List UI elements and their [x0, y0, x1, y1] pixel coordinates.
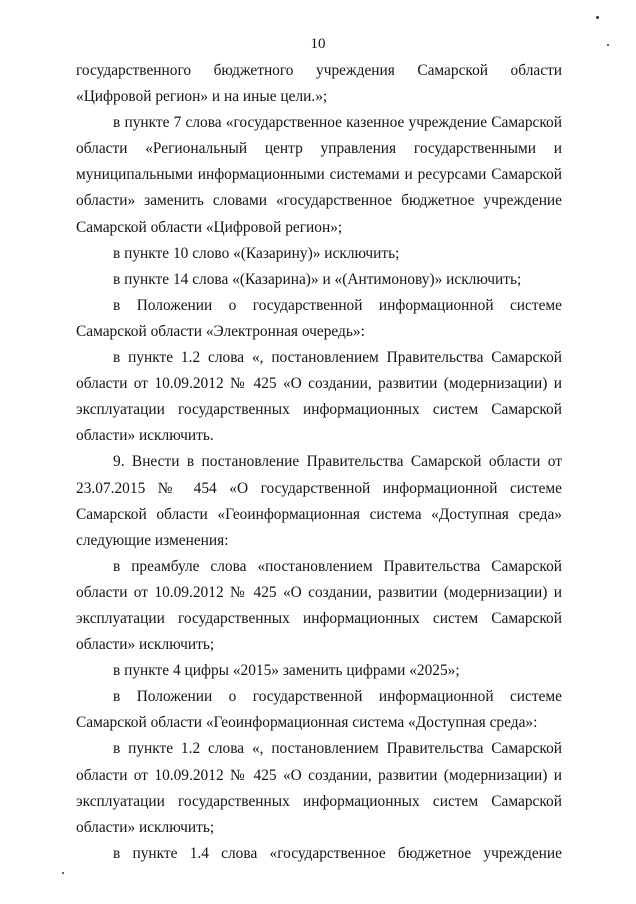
page-number: 10 [310, 36, 326, 52]
paragraph: в пункте 1.2 слова «, постановлением Правительства Самарской области от 10.09.2012 № 425 «О создании, развитии (модернизации) и эксплуатации государственных информационных систем Самарской области» исключить; [76, 740, 562, 836]
paragraph: в пункте 1.2 слова «, постановлением Правительства Самарской области от 10.09.2012 № 425 «О создании, развитии (модернизации) и эксплуатации государственных информационных систем Самарской области» исключить. [76, 349, 562, 445]
paragraph: 9. Внести в постановление Правительства Самарской области от 23.07.2015 № 454 «О государственной информационной системе Самарской области «Геоинформационная система «Доступная среда» следующие изменения: [76, 453, 562, 549]
paragraph: в пункте 4 цифры «2015» заменить цифрами «2025»; [113, 662, 460, 680]
document-body [76, 58, 562, 867]
scan-speck [607, 44, 609, 46]
paragraph: в Положении о государственной информационной системе Самарской области «Электронная очередь»: [76, 296, 562, 340]
paragraph: в преамбуле слова «постановлением Правительства Самарской области от 10.09.2012 № 425 «О создании, развитии (модернизации) и эксплуатации государственных информационных систем Самарской области» исключить; [76, 557, 562, 654]
paragraph: в пункте 10 слово «(Казарину)» исключить; [113, 244, 400, 262]
paragraph: в пункте 14 слова «(Казарина)» и «(Антимонову)» исключить; [113, 270, 522, 288]
paragraph: в Положении о государственной информационной системе Самарской области «Геоинформационная система «Доступная среда»: [76, 688, 562, 732]
paragraph: государственного бюджетного учреждения Самарской области «Цифровой регион» и на иные цели.»; [76, 62, 562, 106]
scan-speck [62, 872, 64, 874]
paragraph: в пункте 7 слова «государственное казенное учреждение Самарской области «Региональный центр управления государственными и муниципальными информационными системами и ресурсами Самарской области» заменить словами «государственное бюджетное учреждение Самарской области «Цифровой регион»; [76, 114, 562, 236]
scan-speck [596, 16, 599, 19]
paragraph: в пункте 1.4 слова «государственное бюджетное учреждение [113, 844, 562, 862]
